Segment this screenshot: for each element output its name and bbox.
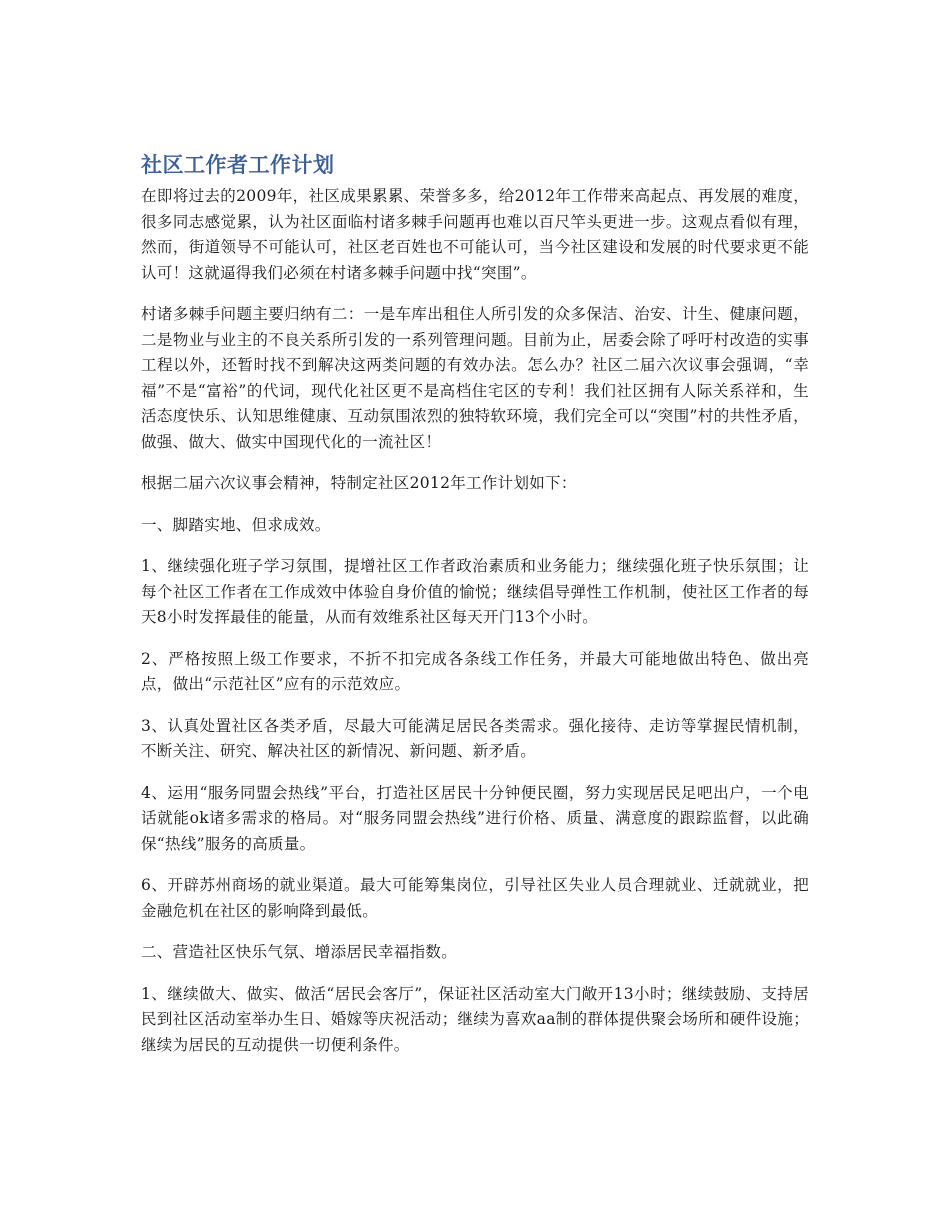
document-page	[141, 150, 809, 1074]
paragraph-intro: 在即将过去的2009年，社区成果累累、荣誉多多，给2012年工作带来高起点、再发展的难度，很多同志感觉累，认为社区面临村诸多棘手问题再也难以百尺竿头更进一步。这观点看似有理，然而，街道领导不可能认可，社区老百姓也不可能认可，当今社区建设和发展的时代要求更不能认可！这就逼得我们必须在村诸多棘手问题中找“突围”。	[141, 187, 809, 282]
document-title: 社区工作者工作计划	[141, 153, 335, 177]
list-item: 1、继续做大、做实、做活“居民会客厅”，保证社区活动室大门敞开13小时；继续鼓励、支持居民到社区活动室举办生日、婚嫁等庆祝活动；继续为喜欢aa制的群体提供聚会场所和硬件设施；继续为居民的互动提供一切便利条件。	[141, 984, 809, 1054]
list-item: 4、运用“服务同盟会热线”平台，打造社区居民十分钟便民圈，努力实现居民足吧出户，一个电话就能ok诸多需求的格局。对“服务同盟会热线”进行价格、质量、满意度的跟踪监督，以此确保“热线”服务的高质量。	[141, 783, 809, 853]
list-item: 2、严格按照上级工作要求，不折不扣完成各条线工作任务，并最大可能地做出特色、做出亮点，做出“示范社区”应有的示范效应。	[141, 649, 809, 693]
list-item: 6、开辟苏州商场的就业渠道。最大可能筹集岗位，引导社区失业人员合理就业、迁就就业，把金融危机在社区的影响降到最低。	[141, 876, 809, 920]
section-heading-2: 二、营造社区快乐气氛、增添居民幸福指数。	[141, 943, 458, 961]
section-heading-1: 一、脚踏实地、但求成效。	[141, 515, 331, 534]
list-item: 1、继续强化班子学习氛围，提增社区工作者政治素质和业务能力；继续强化班子快乐氛围；让每个社区工作者在工作成效中体验自身价值的愉悦；继续倡导弹性工作机制，使社区工作者的每天8小时发挥最佳的能量，从而有效维系社区每天开门13个小时。	[141, 557, 809, 626]
list-item: 3、认真处置社区各类矛盾，尽最大可能满足居民各类需求。强化接待、走访等掌握民情机制，不断关注、研究、解决社区的新情况、新问题、新矛盾。	[141, 716, 809, 760]
paragraph-plan-intro: 根据二届六次议事会精神，特制定社区2012年工作计划如下：	[141, 474, 577, 492]
paragraph-problems: 村诸多棘手问题主要归纳有二：一是车库出租住人所引发的众多保洁、治安、计生、健康问题，二是物业与业主的不良关系所引发的一系列管理问题。目前为止，居委会除了呼吁村改造的实事工程以外，还暂时找不到解决这两类问题的有效办法。怎么办？社区二届六次议事会强调，“幸福”不是“富裕”的代词，现代化社区更不是高档住宅区的专利！我们社区拥有人际关系祥和，生活态度快乐、认知思维健康、互动氛围浓烈的独特软环境，我们完全可以“突围”村的共性矛盾，做强、做大、做实中国现代化的一流社区！	[141, 305, 809, 451]
